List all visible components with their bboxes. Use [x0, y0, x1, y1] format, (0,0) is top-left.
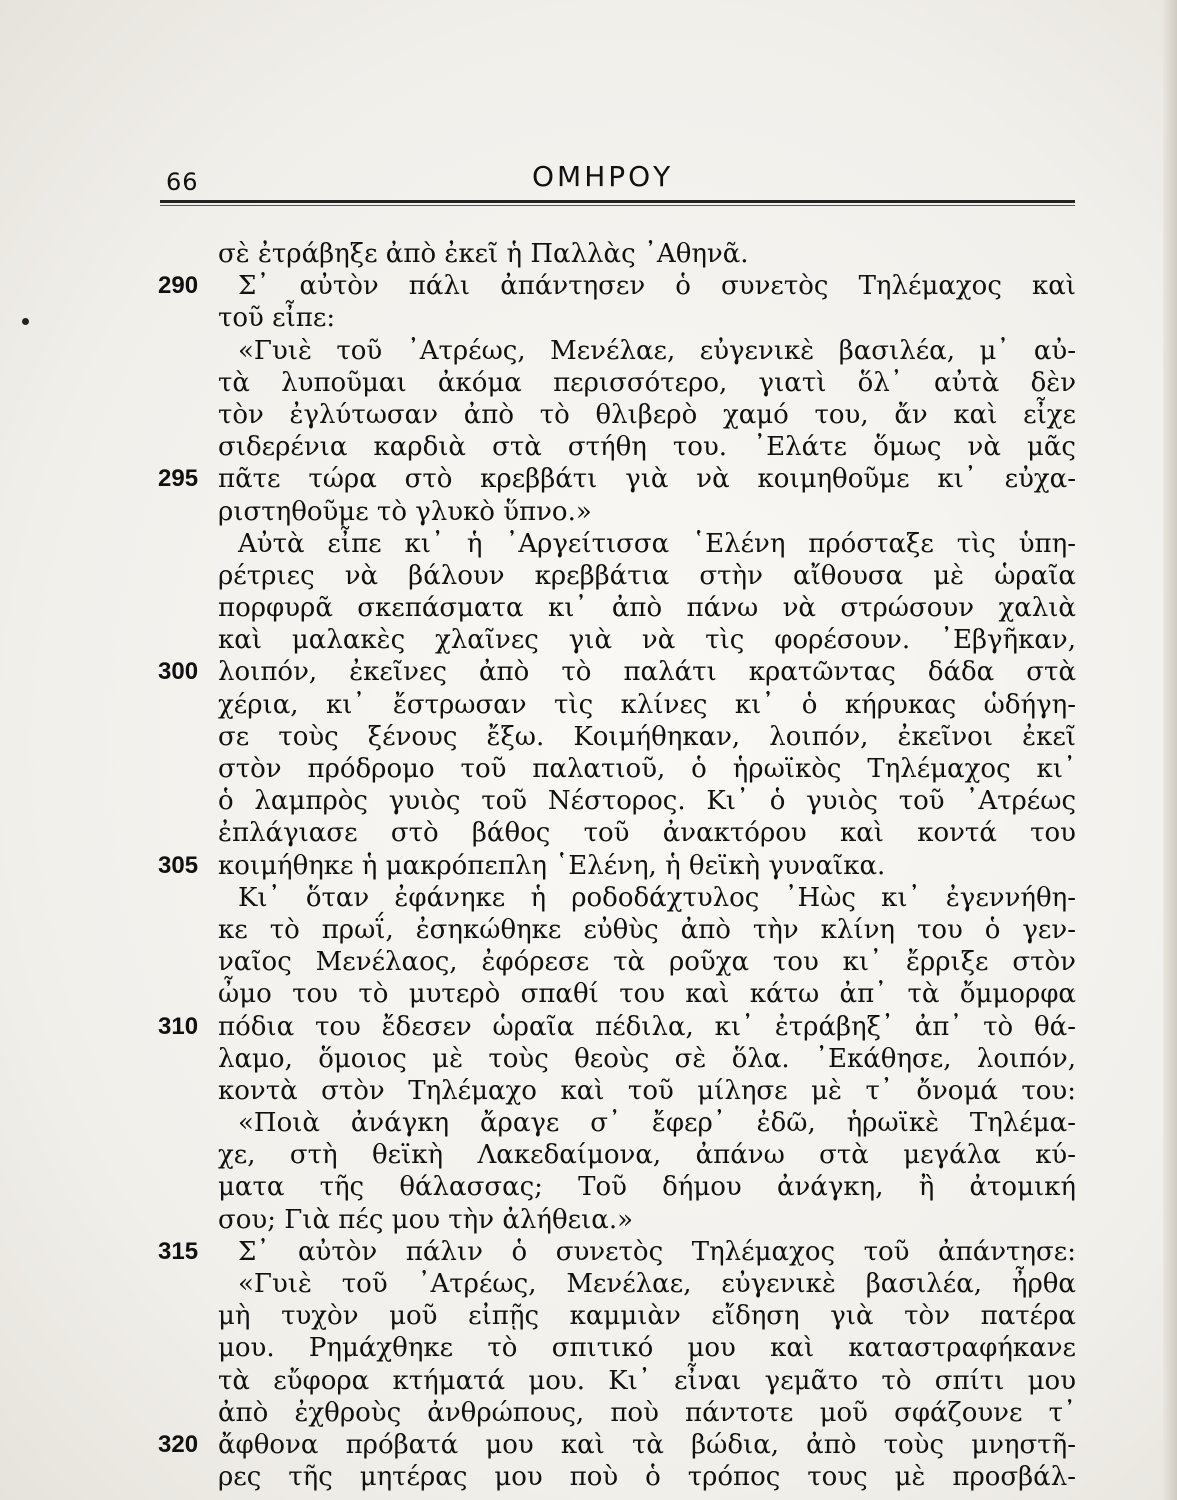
text-line	[218, 302, 1076, 334]
text-line	[218, 431, 1076, 463]
text-line	[218, 1365, 1076, 1397]
text-line	[218, 785, 1076, 817]
line-text: κοντὰ στὸν Τηλέμαχο καὶ τοῦ μίλησε μὲ τ᾿ ὄνομά του:	[218, 1075, 1076, 1106]
text-line	[158, 656, 1076, 688]
text-line	[218, 335, 1076, 367]
text-line	[218, 624, 1076, 656]
text-line	[218, 721, 1076, 753]
line-text: Κι᾿ ὅταν ἐφάνηκε ἡ ροδοδάχτυλος ᾿Ηὼς κι᾿ ἐγεννήθη-	[238, 882, 1076, 913]
text-line	[218, 978, 1076, 1010]
text-line	[218, 1332, 1076, 1364]
text-line	[218, 399, 1076, 431]
page-number: 66	[166, 168, 199, 196]
page-header	[160, 160, 1075, 200]
line-number: 310	[158, 1012, 199, 1040]
text-line	[218, 1043, 1076, 1075]
line-number: 315	[158, 1237, 199, 1265]
line-text: καὶ μαλακὲς χλαῖνες γιὰ νὰ τὶς φορέσουν. ᾿Εβγῆκαν,	[218, 625, 1076, 656]
line-text: «Γυιὲ τοῦ ᾿Ατρέως, Μενέλαε, εὐγενικὲ βασιλέα, μ᾿ αὐ-	[238, 335, 1076, 366]
line-text: στὸν πρόδρομο τοῦ παλατιοῦ, ὁ ἡρωϊκὸς Τηλέμαχος κι᾿	[218, 754, 1076, 784]
text-line	[218, 914, 1076, 946]
line-text: τὰ λυποῦμαι ἀκόμα περισσότερο, γιατὶ ὅλ᾿ αὐτὰ δὲν	[218, 367, 1076, 398]
text-line	[158, 850, 1076, 882]
line-text: σὲ ἐτράβηξε ἀπὸ ἐκεῖ ἡ Παλλὰς ᾿Αθηνᾶ.	[218, 239, 749, 269]
text-line	[218, 1171, 1076, 1203]
text-line	[218, 817, 1076, 849]
line-text: ὦμο του τὸ μυτερὸ σπαθί του καὶ κάτω ἀπ᾿ τὰ ὄμμορφα	[218, 979, 1076, 1010]
text-body	[158, 238, 1076, 1493]
text-line	[218, 946, 1076, 978]
text-line	[218, 592, 1076, 624]
text-line	[218, 1075, 1076, 1107]
text-line	[218, 1268, 1076, 1300]
running-title: ΟΜΗΡΟΥ	[532, 160, 674, 193]
text-line	[218, 1397, 1076, 1429]
line-number: 290	[158, 272, 199, 300]
text-line	[218, 1461, 1076, 1493]
text-line	[218, 882, 1076, 914]
line-text: Σ᾿ αὐτὸν πάλι ἀπάντησεν ὁ συνετὸς Τηλέμαχος καὶ	[238, 271, 1076, 302]
line-text: ἐπλάγιασε στὸ βάθος τοῦ ἀνακτόρου καὶ κοντά του	[218, 818, 1076, 849]
text-line	[158, 463, 1076, 495]
text-line	[158, 1236, 1076, 1268]
line-text: πορφυρᾶ σκεπάσματα κι᾿ ἀπὸ πάνω νὰ στρώσουν χαλιὰ	[218, 593, 1076, 624]
line-text: τὰ εὔφορα κτήματά μου. Κι᾿ εἶναι γεμᾶτο τὸ σπίτι μου	[218, 1365, 1076, 1396]
line-text: κε τὸ πρωΐ, ἐσηκώθηκε εὐθὺς ἀπὸ τὴν κλίνη του ὁ γεν-	[218, 914, 1076, 945]
line-text: ἄφθονα πρόβατά μου καὶ τὰ βώδια, ἀπὸ τοὺς μνηστῆ-	[218, 1429, 1076, 1460]
text-line	[218, 238, 1076, 270]
line-text: ριστηθοῦμε τὸ γλυκὸ ὕπνο.»	[218, 496, 592, 527]
line-text: ρες τῆς μητέρας μου ποὺ ὁ τρόπος τους μὲ προσβάλ-	[218, 1462, 1076, 1493]
line-text: Αὐτὰ εἶπε κι᾿ ἡ ᾿Αργείτισσα ῾Ελένη πρόσταξε τὶς ὑπη-	[238, 528, 1076, 559]
text-line	[218, 1204, 1076, 1236]
margin-dot	[22, 318, 29, 325]
header-rule	[160, 200, 1075, 206]
line-text: ματα τῆς θάλασσας; Τοῦ δήμου ἀνάγκη, ἢ ἀτομική	[218, 1172, 1076, 1203]
line-text: πᾶτε τώρα στὸ κρεββάτι γιὰ νὰ κοιμηθοῦμε κι᾿ εὐχα-	[218, 464, 1076, 495]
text-line	[218, 1107, 1076, 1139]
line-text: λοιπόν, ἐκεῖνες ἀπὸ τὸ παλάτι κρατῶντας δάδα στὰ	[218, 657, 1076, 688]
line-text: χε, στὴ θεϊκὴ Λακεδαίμονα, ἀπάνω στὰ μεγάλα κύ-	[218, 1140, 1076, 1171]
line-text: «Ποιὰ ἀνάγκη ἄραγε σ᾿ ἔφερ᾿ ἐδῶ, ἡρωϊκὲ Τηλέμα-	[238, 1108, 1076, 1139]
text-line	[218, 1300, 1076, 1332]
line-text: κοιμήθηκε ἡ μακρόπεπλη ῾Ελένη, ἡ θεϊκὴ γυναῖκα.	[218, 850, 886, 881]
line-text: ναῖος Μενέλαος, ἐφόρεσε τὰ ροῦχα του κι᾿ ἔρριξε στὸν	[218, 947, 1076, 978]
line-text: ἀπὸ ἐχθροὺς ἀνθρώπους, ποὺ πάντοτε μοῦ σφάζουνε τ᾿	[218, 1397, 1076, 1428]
line-text: «Γυιὲ τοῦ ᾿Ατρέως, Μενέλαε, εὐγενικὲ βασιλέα, ἦρθα	[238, 1269, 1076, 1299]
line-number: 295	[158, 465, 199, 493]
line-text: ὁ λαμπρὸς γυιὸς τοῦ Νέστορος. Κι᾿ ὁ γυιὸς τοῦ ᾿Ατρέως	[218, 786, 1076, 817]
line-text: χέρια, κι᾿ ἔστρωσαν τὶς κλίνες κι᾿ ὁ κήρυκας ὡδήγη-	[218, 689, 1076, 720]
line-text: Σ᾿ αὐτὸν πάλιν ὁ συνετὸς Τηλέμαχος τοῦ ἀπάντησε:	[238, 1236, 1076, 1267]
text-line	[218, 528, 1076, 560]
text-line	[158, 1011, 1076, 1043]
line-text: ρέτριες νὰ βάλουν κρεββάτια στὴν αἴθουσα μὲ ὡραῖα	[218, 560, 1076, 591]
line-text: σιδερένια καρδιὰ στὰ στήθη του. ᾿Ελάτε ὅμως νὰ μᾶς	[218, 432, 1076, 463]
text-line	[158, 270, 1076, 302]
text-line	[218, 689, 1076, 721]
line-text: σου; Γιὰ πές μου τὴν ἀλήθεια.»	[218, 1204, 633, 1235]
text-line	[158, 1429, 1076, 1461]
line-number: 300	[158, 658, 199, 686]
line-text: τοῦ εἶπε:	[218, 303, 336, 334]
line-text: πόδια του ἔδεσεν ὡραῖα πέδιλα, κι᾿ ἐτράβηξ᾿ ἀπ᾿ τὸ θά-	[218, 1011, 1076, 1042]
page-edge-shadow	[1163, 0, 1177, 1500]
line-text: λαμο, ὅμοιος μὲ τοὺς θεοὺς σὲ ὅλα. ᾿Εκάθησε, λοιπόν,	[218, 1043, 1076, 1074]
line-text: μου. Ρημάχθηκε τὸ σπιτικό μου καὶ καταστραφήκανε	[218, 1333, 1076, 1364]
text-line	[218, 496, 1076, 528]
text-line	[218, 560, 1076, 592]
line-text: σε τοὺς ξένους ἔξω. Κοιμήθηκαν, λοιπόν, ἐκεῖνοι ἐκεῖ	[218, 721, 1076, 752]
text-line	[218, 753, 1076, 785]
text-line	[218, 367, 1076, 399]
line-text: τὸν ἐγλύτωσαν ἀπὸ τὸ θλιβερὸ χαμό του, ἄν καὶ εἶχε	[218, 399, 1076, 430]
line-number: 320	[158, 1430, 199, 1458]
line-number: 305	[158, 851, 199, 879]
text-line	[218, 1139, 1076, 1171]
line-text: μὴ τυχὸν μοῦ εἰπῇς καμμιὰν εἴδηση γιὰ τὸν πατέρα	[218, 1301, 1076, 1332]
